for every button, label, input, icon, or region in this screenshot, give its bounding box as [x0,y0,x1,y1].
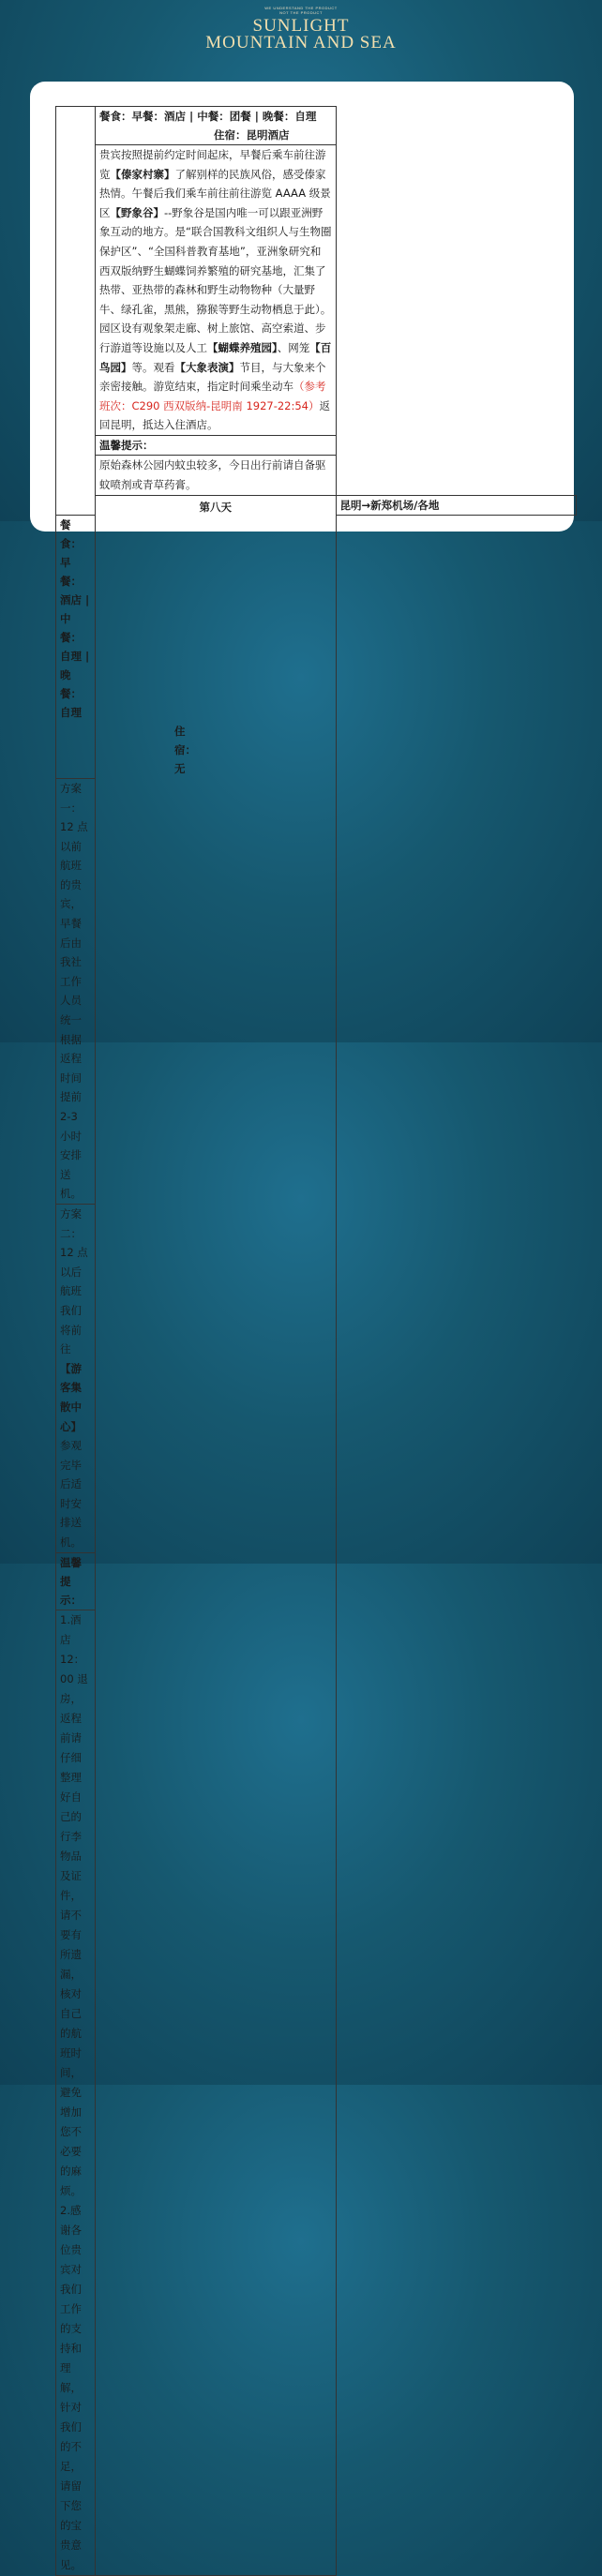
day7-text-4: 、网笼 [277,340,310,354]
brand-name-line2: MOUNTAIN AND SEA [205,33,397,52]
attraction-wild-elephant-valley: 【野象谷】 [110,205,164,219]
itinerary-table [55,106,577,2576]
day8-meals-text: 餐食：早餐：酒店 | 中餐：自理 | 晚餐：自理 [60,517,90,719]
day8-plan2-text-1: 方案二：12 点以后航班我们将前往 [60,1206,88,1356]
day8-plan2-text-2: 参观完毕后适时安排送机。 [60,1439,82,1550]
day7-tip-body: 原始森林公园内蚊虫较多，今日出行前请自备驱蚊喷剂或青草药膏。 [96,455,337,495]
day8-route-row [56,495,577,515]
day8-route: 昆明→新郑机场/各地 [336,495,577,515]
brand-header [0,0,602,77]
day7-desc-row [56,145,577,436]
brand-name-line1: SUNLIGHT [252,16,350,36]
day7-tip-title-row [56,435,577,455]
day7-text-7: 返回昆明，抵达入住酒店。 [99,398,330,432]
day7-text-5: 等。观看 [131,360,175,374]
day8-day-label: 第八天 [96,495,337,2575]
itinerary-card [30,82,574,2571]
day7-day-cell [56,107,96,516]
day7-tip-body-row [56,455,577,495]
attraction-visitor-center: 【游客集散中心】 [60,1361,82,1433]
attraction-elephant-show: 【大象表演】 [174,360,240,374]
day7-meals-row [56,107,577,145]
day7-text-1: 贵宾按照提前约定时间起床，早餐后乘车前往游览 [99,148,326,181]
attraction-butterfly-garden: 【蝴蝶养殖园】 [207,340,278,354]
day8-tips [56,1610,96,2575]
train-reference: （参考班次：C290 西双版纳-昆明南 1927-22:54） [99,380,326,412]
attraction-bird-park: 【百鸟园】 [99,340,332,374]
day8-plan1: 方案一：12 点以前航班的贵宾，早餐后由我社工作人员统一根据返程时间提前 2-3 小时安排送机。 [56,778,96,1204]
day7-description [96,145,337,436]
day8-meals [56,515,196,778]
attraction-dai-village: 【傣家村寨】 [110,167,175,181]
day7-stay: 住宿：昆明酒店 [214,128,290,142]
brand-tagline-line1: WE UNDERSTAND THE PRODUCT [264,6,338,10]
day7-text-3: --野象谷是国内唯一可以跟亚洲野象互动的地方。是“联合国教科文组织人与生物圈保护区”、“全国科普教育基地”，亚洲象研究和西双版纳野生蝴蝶饲养繁殖的研究基地，汇集了热带、亚热带的森林和野生动物物种（大量野牛、绿孔雀，黑熊，猕猴等野生动物栖息于此）。园区设有观象架走廊、树上旅馆、高空索道、步行游道等设施以及人工 [99,205,332,354]
day8-tip-title: 温馨提示： [56,1552,96,1610]
day7-meals-text: 餐食：早餐：酒店 | 中餐：团餐 | 晚餐：自理 [99,110,317,123]
day7-text-6: 节目，与大象来个亲密接触。游览结束，指定时间乘坐动车 [99,360,326,394]
day8-tip-2: 2.感谢各位贵宾对我们工作的支持和理解，针对我们的不足，请留下您的宝贵意见。 [60,2203,82,2571]
day8-stay: 住宿：无 [174,724,196,775]
day7-tip-title: 温馨提示： [96,435,337,455]
brand-tagline-line2: NOT THE PRODUCT [279,10,323,15]
day8-plan2 [56,1204,96,1552]
day7-text-2: 了解别样的民族风俗，感受傣家热情。午餐后我们乘车前往前往游览 AAAA 级景区 [99,167,331,219]
brand-tagline [0,6,602,15]
day7-meals [96,107,337,145]
day8-tip-1: 1.酒店 12：00 退房，返程前请仔细整理好自己的行李物品及证件，请不要有所遗漏，核对自己的航班时间，避免增加您不必要的麻烦。 [60,1612,88,2197]
